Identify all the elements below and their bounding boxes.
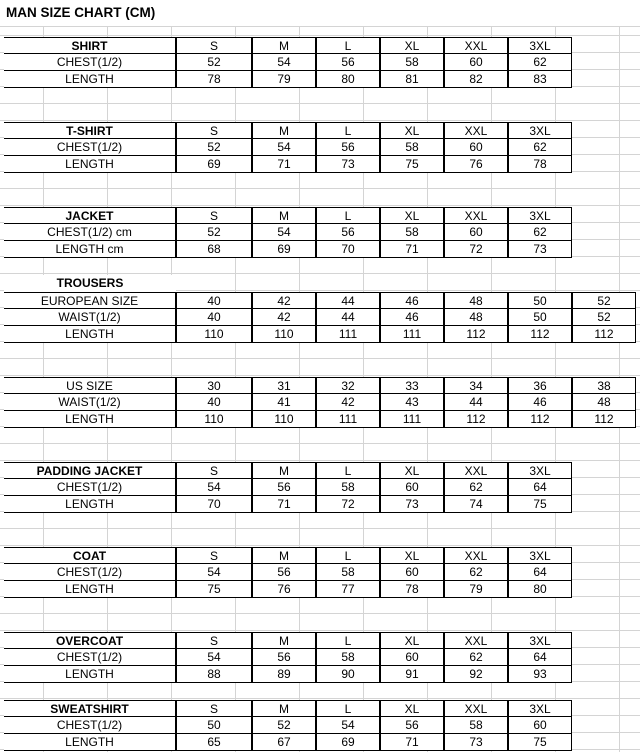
size-value-cell[interactable]: 58 <box>380 224 444 241</box>
section-title[interactable]: SHIRT <box>4 37 176 54</box>
size-value-cell[interactable]: 58 <box>316 649 380 666</box>
size-header-cell[interactable]: XL <box>380 700 444 717</box>
size-value-cell[interactable]: 73 <box>316 156 380 173</box>
size-value-cell[interactable]: 112 <box>572 326 636 343</box>
table-row <box>0 479 640 496</box>
size-value-cell[interactable]: 32 <box>316 377 380 394</box>
size-value-cell[interactable]: 50 <box>508 292 572 309</box>
size-value-cell[interactable]: 52 <box>176 54 252 71</box>
size-header-cell[interactable]: L <box>316 632 380 649</box>
size-value-cell[interactable]: 52 <box>176 224 252 241</box>
size-value-cell[interactable]: 46 <box>380 292 444 309</box>
table-row <box>0 241 640 258</box>
size-header-cell[interactable]: S <box>176 207 252 224</box>
size-value-cell[interactable]: 78 <box>176 71 252 88</box>
size-header-cell[interactable]: XL <box>380 632 444 649</box>
size-value-cell[interactable]: 65 <box>176 734 252 751</box>
size-header-cell[interactable]: XL <box>380 37 444 54</box>
row-label[interactable]: US SIZE <box>4 377 176 394</box>
size-value-cell[interactable]: 74 <box>444 496 508 513</box>
size-header-cell[interactable]: M <box>252 462 316 479</box>
size-value-cell[interactable]: 69 <box>252 241 316 258</box>
size-value-cell[interactable]: 75 <box>508 734 572 751</box>
table-row <box>0 649 640 666</box>
row-label[interactable]: CHEST(1/2) <box>4 649 176 666</box>
size-value-cell[interactable]: 111 <box>316 411 380 428</box>
size-header-cell[interactable]: S <box>176 700 252 717</box>
size-value-cell[interactable]: 44 <box>316 309 380 326</box>
size-value-cell[interactable]: 56 <box>252 564 316 581</box>
table-row <box>0 71 640 88</box>
size-value-cell[interactable]: 60 <box>380 649 444 666</box>
size-header-cell[interactable]: XL <box>380 547 444 564</box>
size-value-cell[interactable]: 111 <box>380 411 444 428</box>
row-label[interactable]: LENGTH <box>4 326 176 343</box>
size-value-cell[interactable]: 76 <box>252 581 316 598</box>
size-value-cell[interactable]: 33 <box>380 377 444 394</box>
row-label[interactable]: CHEST(1/2) <box>4 54 176 71</box>
size-value-cell[interactable]: 56 <box>252 479 316 496</box>
size-value-cell[interactable]: 82 <box>444 71 508 88</box>
section-title[interactable]: SWEATSHIRT <box>4 700 176 717</box>
size-value-cell[interactable]: 58 <box>380 54 444 71</box>
size-value-cell[interactable]: 42 <box>316 394 380 411</box>
size-value-cell[interactable]: 77 <box>316 581 380 598</box>
size-value-cell[interactable]: 112 <box>444 326 508 343</box>
size-value-cell[interactable]: 54 <box>176 479 252 496</box>
size-header-cell[interactable]: XL <box>380 122 444 139</box>
row-label[interactable]: LENGTH cm <box>4 241 176 258</box>
section-title[interactable]: PADDING JACKET <box>4 462 176 479</box>
table-row <box>0 547 640 564</box>
size-value-cell[interactable]: 38 <box>572 377 636 394</box>
section-title[interactable]: T-SHIRT <box>4 122 176 139</box>
size-header-cell[interactable]: S <box>176 122 252 139</box>
table-row <box>0 632 640 649</box>
size-header-cell[interactable]: XXL <box>444 632 508 649</box>
size-value-cell[interactable]: 36 <box>508 377 572 394</box>
size-value-cell[interactable]: 70 <box>176 496 252 513</box>
size-value-cell[interactable]: 91 <box>380 666 444 683</box>
size-value-cell[interactable]: 43 <box>380 394 444 411</box>
size-value-cell[interactable]: 110 <box>252 411 316 428</box>
size-value-cell[interactable]: 110 <box>176 326 252 343</box>
size-value-cell[interactable]: 48 <box>444 309 508 326</box>
table-row <box>0 309 640 326</box>
size-value-cell[interactable]: 50 <box>176 717 252 734</box>
size-value-cell[interactable]: 81 <box>380 71 444 88</box>
size-value-cell[interactable]: 56 <box>316 224 380 241</box>
size-value-cell[interactable]: 62 <box>508 224 572 241</box>
size-value-cell[interactable]: 71 <box>380 734 444 751</box>
size-value-cell[interactable]: 67 <box>252 734 316 751</box>
size-value-cell[interactable]: 110 <box>252 326 316 343</box>
size-value-cell[interactable]: 60 <box>444 139 508 156</box>
size-value-cell[interactable]: 46 <box>508 394 572 411</box>
size-value-cell[interactable]: 62 <box>444 564 508 581</box>
size-header-cell[interactable]: XXL <box>444 547 508 564</box>
size-value-cell[interactable]: 34 <box>444 377 508 394</box>
size-value-cell[interactable]: 52 <box>572 309 636 326</box>
size-value-cell[interactable]: 56 <box>316 54 380 71</box>
row-label[interactable]: LENGTH <box>4 156 176 173</box>
size-value-cell[interactable]: 48 <box>572 394 636 411</box>
row-label[interactable]: LENGTH <box>4 411 176 428</box>
size-value-cell[interactable]: 112 <box>444 411 508 428</box>
size-value-cell[interactable]: 56 <box>380 717 444 734</box>
size-value-cell[interactable]: 50 <box>508 309 572 326</box>
size-value-cell[interactable]: 76 <box>444 156 508 173</box>
size-value-cell[interactable]: 60 <box>444 224 508 241</box>
size-value-cell[interactable]: 110 <box>176 411 252 428</box>
size-value-cell[interactable]: 83 <box>508 71 572 88</box>
size-value-cell[interactable]: 79 <box>252 71 316 88</box>
size-value-cell[interactable]: 78 <box>508 156 572 173</box>
size-value-cell[interactable]: 89 <box>252 666 316 683</box>
size-value-cell[interactable]: 40 <box>176 394 252 411</box>
size-value-cell[interactable]: 93 <box>508 666 572 683</box>
size-value-cell[interactable]: 75 <box>508 496 572 513</box>
size-value-cell[interactable]: 42 <box>252 309 316 326</box>
size-value-cell[interactable]: 80 <box>316 71 380 88</box>
size-header-cell[interactable]: 3XL <box>508 547 572 564</box>
section-title[interactable]: COAT <box>4 547 176 564</box>
table-row <box>0 717 640 734</box>
size-value-cell[interactable]: 54 <box>252 139 316 156</box>
size-value-cell[interactable]: 78 <box>380 581 444 598</box>
size-header-cell[interactable]: M <box>252 122 316 139</box>
size-header-cell[interactable]: XXL <box>444 700 508 717</box>
row-label[interactable]: CHEST(1/2) cm <box>4 224 176 241</box>
size-value-cell[interactable]: 54 <box>176 564 252 581</box>
section-title[interactable]: JACKET <box>4 207 176 224</box>
size-value-cell[interactable]: 71 <box>252 496 316 513</box>
size-header-cell[interactable]: XXL <box>444 37 508 54</box>
size-value-cell[interactable]: 69 <box>176 156 252 173</box>
row-label[interactable]: CHEST(1/2) <box>4 479 176 496</box>
size-header-cell[interactable]: S <box>176 37 252 54</box>
size-header-cell[interactable]: 3XL <box>508 632 572 649</box>
size-value-cell[interactable]: 62 <box>444 479 508 496</box>
table-row <box>0 224 640 241</box>
size-header-cell[interactable]: 3XL <box>508 462 572 479</box>
table-row <box>0 564 640 581</box>
size-value-cell[interactable]: 92 <box>444 666 508 683</box>
size-header-cell[interactable]: XXL <box>444 207 508 224</box>
row-label[interactable]: CHEST(1/2) <box>4 139 176 156</box>
size-value-cell[interactable]: 31 <box>252 377 316 394</box>
table-row <box>0 326 640 343</box>
size-header-cell[interactable]: 3XL <box>508 122 572 139</box>
size-value-cell[interactable]: 54 <box>252 224 316 241</box>
size-value-cell[interactable]: 64 <box>508 649 572 666</box>
row-label[interactable]: CHEST(1/2) <box>4 717 176 734</box>
size-value-cell[interactable]: 69 <box>316 734 380 751</box>
size-value-cell[interactable]: 52 <box>252 717 316 734</box>
size-header-cell[interactable]: XL <box>380 462 444 479</box>
size-value-cell[interactable]: 58 <box>444 717 508 734</box>
size-value-cell[interactable]: 40 <box>176 309 252 326</box>
size-value-cell[interactable]: 52 <box>176 139 252 156</box>
size-value-cell[interactable]: 54 <box>252 54 316 71</box>
size-value-cell[interactable]: 44 <box>316 292 380 309</box>
size-header-cell[interactable]: S <box>176 547 252 564</box>
size-header-cell[interactable]: L <box>316 700 380 717</box>
size-header-cell[interactable]: L <box>316 207 380 224</box>
size-value-cell[interactable]: 112 <box>508 326 572 343</box>
size-header-cell[interactable]: XXL <box>444 462 508 479</box>
row-label[interactable]: LENGTH <box>4 581 176 598</box>
table-row <box>0 37 640 54</box>
table-row <box>0 139 640 156</box>
size-value-cell[interactable]: 88 <box>176 666 252 683</box>
size-value-cell[interactable]: 58 <box>380 139 444 156</box>
size-value-cell[interactable]: 62 <box>508 54 572 71</box>
size-header-cell[interactable]: L <box>316 462 380 479</box>
table-row <box>0 411 640 428</box>
size-value-cell[interactable]: 60 <box>380 479 444 496</box>
size-value-cell[interactable]: 79 <box>444 581 508 598</box>
table-row <box>0 496 640 513</box>
row-label[interactable]: WAIST(1/2) <box>4 394 176 411</box>
size-value-cell[interactable]: 111 <box>316 326 380 343</box>
row-label[interactable]: LENGTH <box>4 666 176 683</box>
table-row <box>0 275 640 292</box>
sheet-title: MAN SIZE CHART (CM) <box>0 0 640 27</box>
size-value-cell[interactable]: 64 <box>508 564 572 581</box>
size-value-cell[interactable]: 54 <box>316 717 380 734</box>
row-label[interactable]: LENGTH <box>4 496 176 513</box>
table-row <box>0 394 640 411</box>
size-header-cell[interactable]: S <box>176 632 252 649</box>
size-value-cell[interactable]: 73 <box>380 496 444 513</box>
section-title[interactable]: TROUSERS <box>4 275 176 292</box>
size-value-cell[interactable]: 71 <box>380 241 444 258</box>
size-header-cell[interactable]: L <box>316 547 380 564</box>
size-header-cell[interactable]: M <box>252 700 316 717</box>
table-row <box>0 122 640 139</box>
table-row <box>0 734 640 751</box>
size-value-cell[interactable]: 56 <box>252 649 316 666</box>
size-header-cell[interactable]: 3XL <box>508 207 572 224</box>
table-row <box>0 581 640 598</box>
size-value-cell[interactable]: 73 <box>444 734 508 751</box>
size-header-cell[interactable]: 3XL <box>508 37 572 54</box>
table-row <box>0 377 640 394</box>
size-value-cell[interactable]: 40 <box>176 292 252 309</box>
size-value-cell[interactable]: 75 <box>176 581 252 598</box>
size-header-cell[interactable]: 3XL <box>508 700 572 717</box>
size-value-cell[interactable]: 75 <box>380 156 444 173</box>
size-value-cell[interactable]: 112 <box>508 411 572 428</box>
table-row <box>0 462 640 479</box>
size-value-cell[interactable]: 48 <box>444 292 508 309</box>
size-header-cell[interactable]: L <box>316 122 380 139</box>
size-header-cell[interactable]: XXL <box>444 122 508 139</box>
size-header-cell[interactable]: M <box>252 37 316 54</box>
size-value-cell[interactable]: 60 <box>508 717 572 734</box>
size-value-cell[interactable]: 90 <box>316 666 380 683</box>
table-row <box>0 700 640 717</box>
table-row <box>0 666 640 683</box>
size-value-cell[interactable]: 68 <box>176 241 252 258</box>
size-value-cell[interactable]: 30 <box>176 377 252 394</box>
table-row <box>0 156 640 173</box>
size-value-cell[interactable]: 54 <box>176 649 252 666</box>
size-value-cell[interactable]: 72 <box>444 241 508 258</box>
size-value-cell[interactable]: 70 <box>316 241 380 258</box>
row-label[interactable]: LENGTH <box>4 734 176 751</box>
size-value-cell[interactable]: 41 <box>252 394 316 411</box>
size-value-cell[interactable]: 42 <box>252 292 316 309</box>
size-value-cell[interactable]: 111 <box>380 326 444 343</box>
size-value-cell[interactable]: 60 <box>444 54 508 71</box>
size-value-cell[interactable]: 58 <box>316 479 380 496</box>
row-label[interactable]: EUROPEAN SIZE <box>4 292 176 309</box>
size-header-cell[interactable]: XL <box>380 207 444 224</box>
table-row <box>0 54 640 71</box>
size-value-cell[interactable]: 64 <box>508 479 572 496</box>
section-title[interactable]: OVERCOAT <box>4 632 176 649</box>
size-header-cell[interactable]: L <box>316 37 380 54</box>
table-row <box>0 292 640 309</box>
size-header-cell[interactable]: M <box>252 207 316 224</box>
size-value-cell[interactable]: 71 <box>252 156 316 173</box>
size-value-cell[interactable]: 62 <box>444 649 508 666</box>
size-value-cell[interactable]: 52 <box>572 292 636 309</box>
row-label[interactable]: WAIST(1/2) <box>4 309 176 326</box>
size-header-cell[interactable]: M <box>252 632 316 649</box>
row-label[interactable]: LENGTH <box>4 71 176 88</box>
table-row <box>0 207 640 224</box>
size-value-cell[interactable]: 56 <box>316 139 380 156</box>
size-value-cell[interactable]: 80 <box>508 581 572 598</box>
size-value-cell[interactable]: 112 <box>572 411 636 428</box>
size-value-cell[interactable]: 58 <box>316 564 380 581</box>
size-value-cell[interactable]: 46 <box>380 309 444 326</box>
row-label[interactable]: CHEST(1/2) <box>4 564 176 581</box>
size-value-cell[interactable]: 73 <box>508 241 572 258</box>
size-value-cell[interactable]: 62 <box>508 139 572 156</box>
size-value-cell[interactable]: 60 <box>380 564 444 581</box>
size-value-cell[interactable]: 72 <box>316 496 380 513</box>
size-header-cell[interactable]: M <box>252 547 316 564</box>
size-value-cell[interactable]: 44 <box>444 394 508 411</box>
size-header-cell[interactable]: S <box>176 462 252 479</box>
